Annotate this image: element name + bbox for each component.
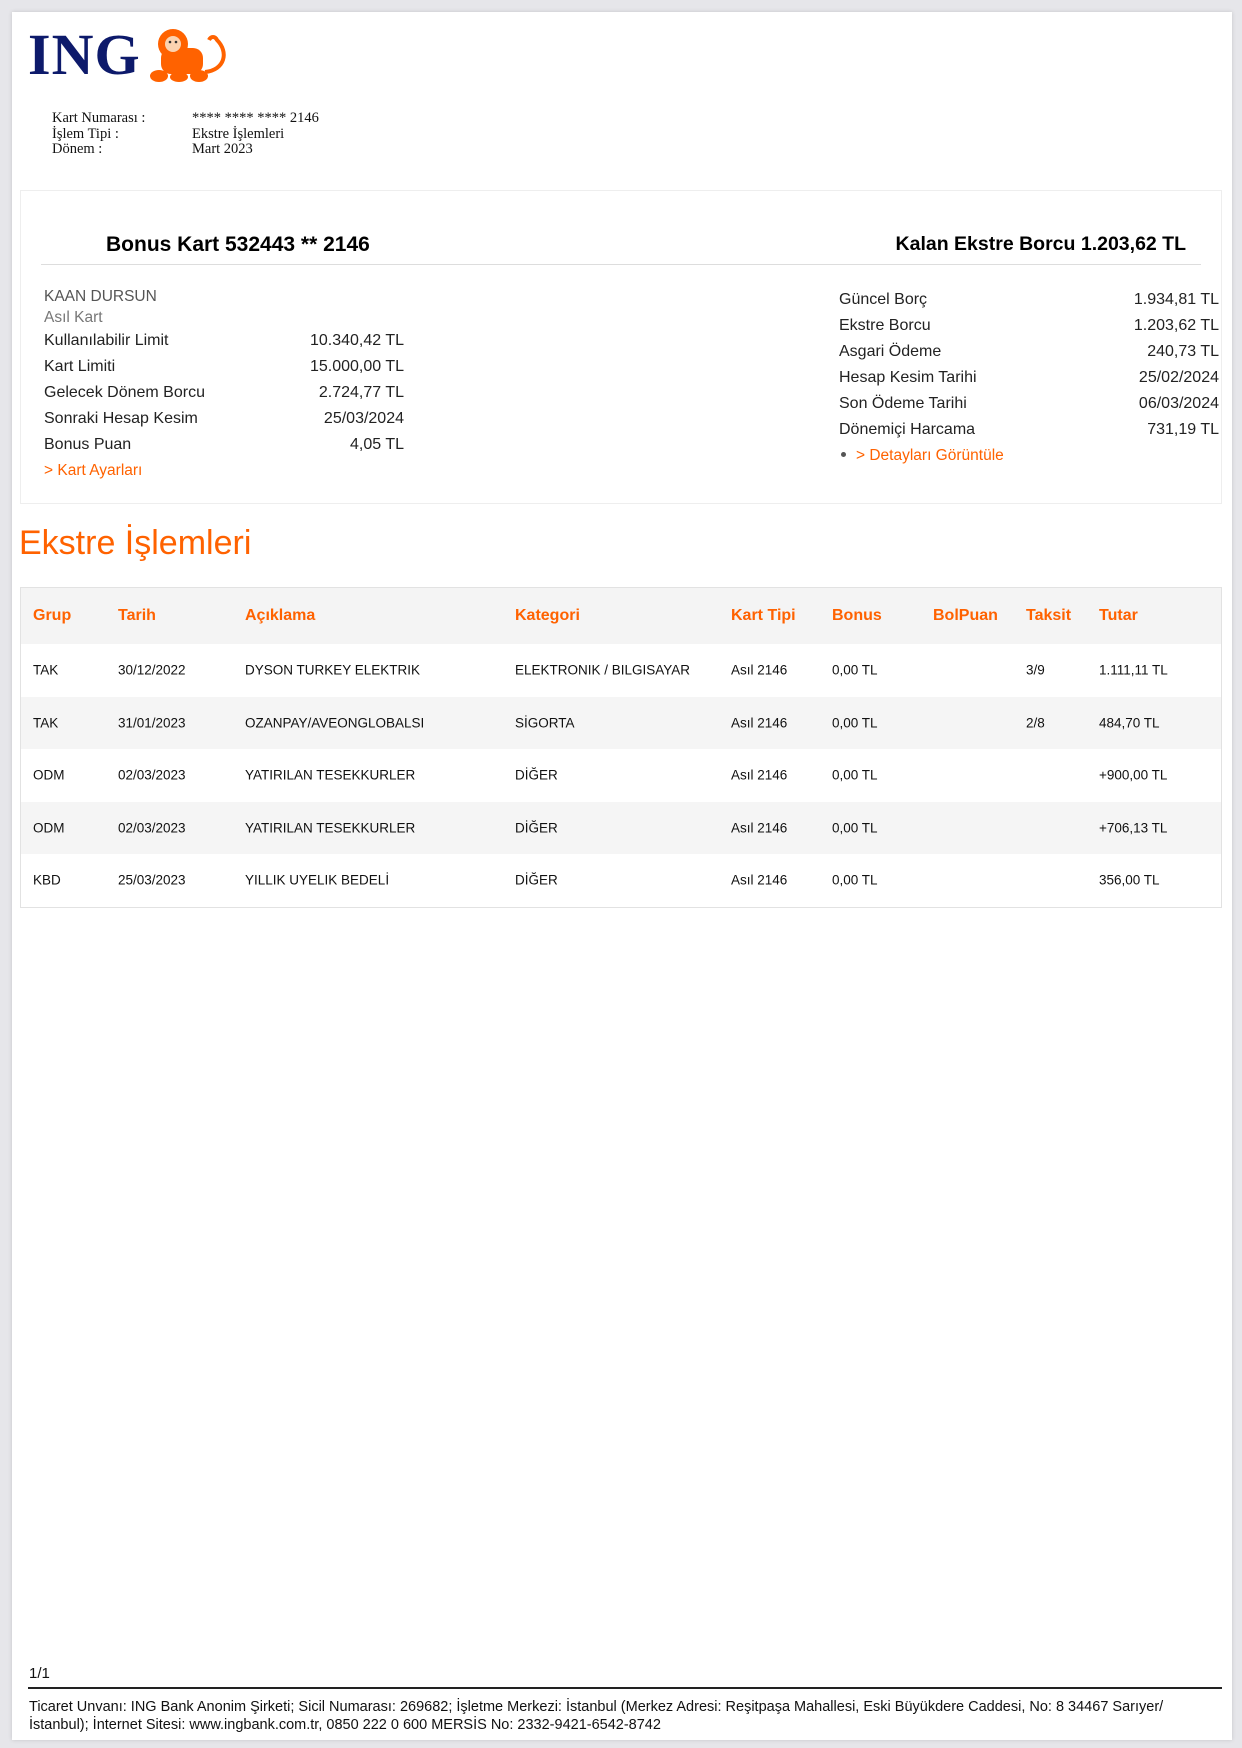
cell-amount: +706,13 TL (1099, 820, 1168, 836)
column-header-description: Açıklama (245, 607, 316, 624)
cell-category: DİĞER (515, 820, 558, 836)
table-row (21, 854, 1221, 907)
bullet-icon (841, 452, 846, 457)
cell-description: DYSON TURKEY ELEKTRIK (245, 662, 421, 678)
card-type: Asıl Kart (44, 309, 103, 326)
card-holder: KAAN DURSUN (44, 288, 157, 305)
column-header-amount: Tutar (1099, 607, 1138, 624)
card-title: Bonus Kart 532443 ** 2146 (106, 233, 370, 256)
minimum-payment: Asgari Ödeme 240,73 TL (839, 343, 1219, 360)
meta-label: İşlem Tipi : (52, 125, 119, 142)
card-summary (20, 190, 1222, 504)
cell-date: 02/03/2023 (118, 767, 186, 783)
next-statement-date: Sonraki Hesap Kesim 25/03/2024 (44, 410, 404, 427)
cell-category: DİĞER (515, 767, 558, 783)
column-header-installment: Taksit (1026, 607, 1072, 624)
column-header-bonus: Bonus (832, 607, 882, 624)
table-row (21, 749, 1221, 802)
cell-card-type: Asıl 2146 (731, 767, 788, 783)
column-header-date: Tarih (118, 607, 156, 624)
cell-date: 30/12/2022 (118, 662, 186, 678)
column-header-category: Kategori (515, 607, 580, 624)
cell-date: 31/01/2023 (118, 715, 186, 731)
cell-card-type: Asıl 2146 (731, 662, 788, 678)
meta-label: Dönem : (52, 141, 103, 157)
card-limit: Kart Limiti 15.000,00 TL (44, 358, 404, 375)
period: Mart 2023 (192, 141, 253, 157)
cell-card-type: Asıl 2146 (731, 715, 788, 731)
cell-bonus: 0,00 TL (832, 820, 878, 836)
table-row (21, 644, 1221, 697)
statement-date: Hesap Kesim Tarihi 25/02/2024 (839, 369, 1219, 386)
card-number: **** **** **** 2146 (192, 110, 319, 126)
column-header-group: Grup (33, 607, 72, 624)
meta-label: Kart Numarası : (52, 110, 146, 126)
cell-amount: 484,70 TL (1099, 715, 1160, 731)
cell-amount: 356,00 TL (1099, 872, 1160, 888)
statement-meta (52, 111, 319, 158)
cell-date: 02/03/2023 (118, 820, 186, 836)
cell-date: 25/03/2023 (118, 872, 186, 888)
cell-category: SİGORTA (515, 715, 575, 731)
cell-group: TAK (33, 715, 59, 731)
column-header-bolpuan: BolPuan (933, 607, 998, 624)
cell-bonus: 0,00 TL (832, 662, 878, 678)
card-settings-link[interactable]: > Kart Ayarları (44, 462, 143, 479)
cell-amount: 1.111,11 TL (1099, 662, 1168, 678)
bonus-points: Bonus Puan 4,05 TL (44, 436, 404, 453)
ing-logo (28, 22, 231, 87)
card-details-left (44, 286, 404, 484)
remaining-statement-debt: Kalan Ekstre Borcu 1.203,62 TL (895, 233, 1186, 255)
view-details-link[interactable]: > Detayları Görüntüle (856, 447, 1004, 464)
card-details-right (839, 287, 1219, 469)
cell-group: ODM (33, 767, 65, 783)
cell-group: KBD (33, 872, 61, 888)
cell-bonus: 0,00 TL (832, 715, 878, 731)
cell-bonus: 0,00 TL (832, 767, 878, 783)
cell-description: YILLIK UYELIK BEDELİ (245, 872, 390, 888)
statement-debt: Ekstre Borcu 1.203,62 TL (839, 317, 1219, 334)
cell-category: DİĞER (515, 872, 558, 888)
next-period-debt: Gelecek Dönem Borcu 2.724,77 TL (44, 384, 404, 401)
current-debt: Güncel Borç 1.934,81 TL (839, 291, 1219, 308)
table-row (21, 802, 1221, 855)
in-period-spending: Dönemiçi Harcama 731,19 TL (839, 421, 1219, 438)
transactions-table (20, 587, 1222, 908)
lion-icon (149, 26, 231, 84)
due-date: Son Ödeme Tarihi 06/03/2024 (839, 395, 1219, 412)
cell-description: YATIRILAN TESEKKURLER (245, 820, 416, 836)
section-title: Ekstre İşlemleri (19, 524, 252, 562)
cell-card-type: Asıl 2146 (731, 820, 788, 836)
cell-description: OZANPAY/AVEONGLOBALSI (245, 715, 425, 731)
cell-card-type: Asıl 2146 (731, 872, 788, 888)
cell-amount: +900,00 TL (1099, 767, 1168, 783)
cell-installment: 2/8 (1026, 715, 1045, 731)
footer-divider (28, 1687, 1222, 1689)
statement-page (12, 12, 1232, 1740)
cell-installment: 3/9 (1026, 662, 1045, 678)
cell-bonus: 0,00 TL (832, 872, 878, 888)
divider (41, 264, 1201, 265)
column-header-card-type: Kart Tipi (731, 607, 796, 624)
table-row (21, 697, 1221, 750)
page-number: 1/1 (29, 1665, 50, 1682)
cell-description: YATIRILAN TESEKKURLER (245, 767, 416, 783)
footer-legal-text: Ticaret Unvanı: ING Bank Anonim Şirketi; Sicil Numarası: 269682; İşletme Merkezi: İstanbul (Merkez Adresi: Reşitpaşa Mahallesi, Eski Büyükdere Caddesi, No: 8 34467 Sarıyer/İstanbul); İnternet Sitesi: www.ingbank.com.tr, 0850 222 0 600 MERSİS No: 2332-9421-6542-8742 (29, 1699, 1164, 1733)
transaction-type: Ekstre İşlemleri (192, 125, 285, 142)
available-limit: Kullanılabilir Limit 10.340,42 TL (44, 332, 404, 349)
cell-group: ODM (33, 820, 65, 836)
logo-text: ING (28, 22, 141, 87)
cell-group: TAK (33, 662, 59, 678)
cell-category: ELEKTRONIK / BILGISAYAR (515, 662, 691, 678)
table-header (21, 588, 1221, 644)
